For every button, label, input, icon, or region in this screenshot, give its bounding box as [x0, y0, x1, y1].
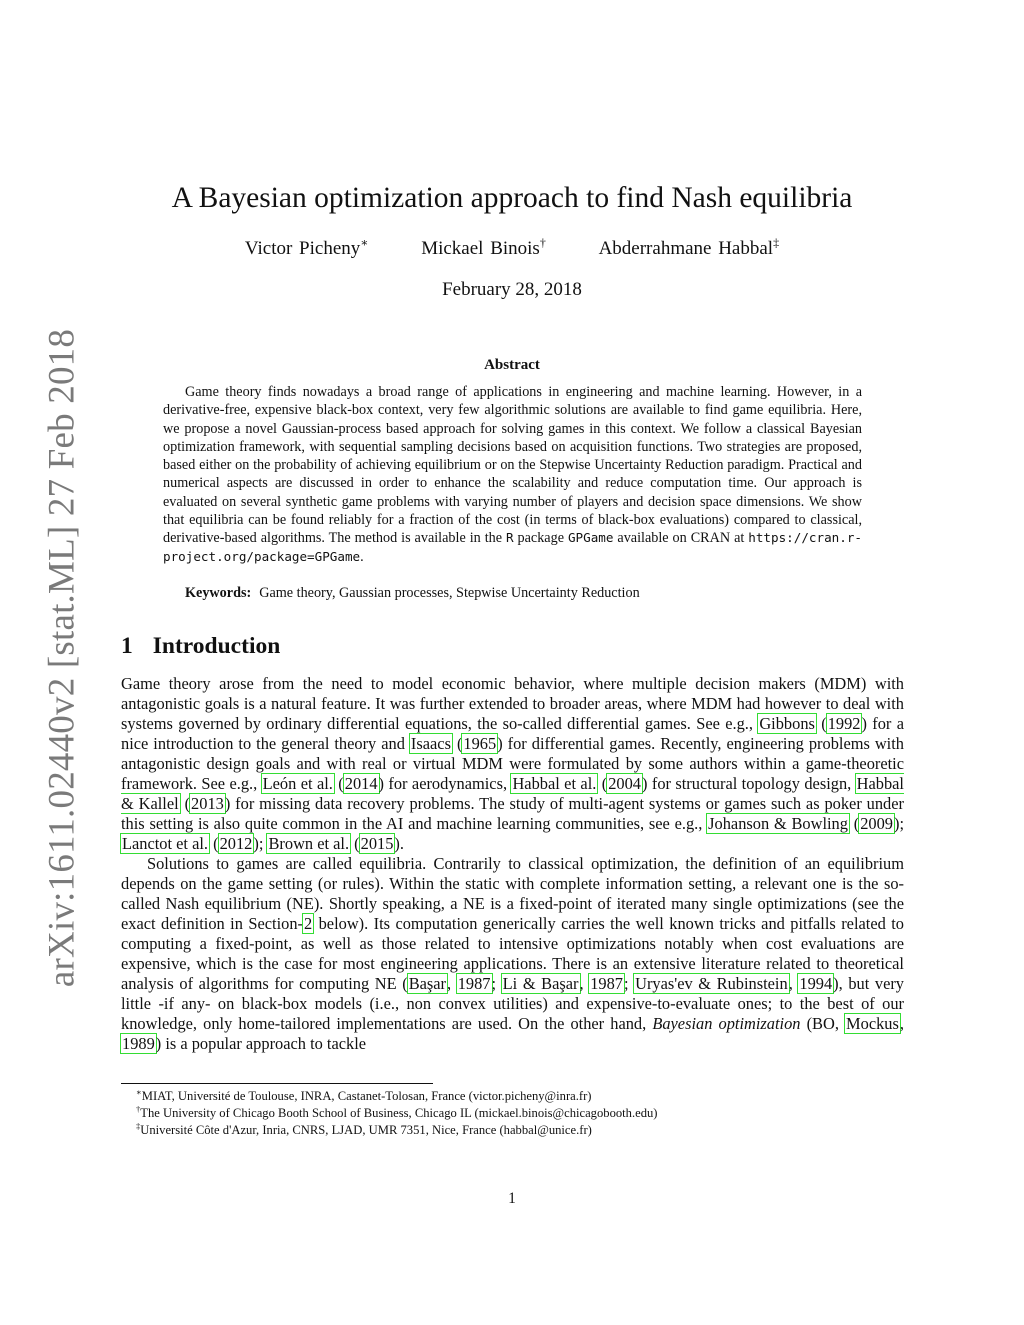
- footnote-rule: [121, 1083, 433, 1084]
- citation-link[interactable]: 2013: [191, 794, 224, 813]
- footnote-3: [121, 1122, 904, 1139]
- author-name: Mickael Binois: [421, 238, 540, 259]
- footnote-mark: ∗: [136, 1086, 142, 1097]
- citation-link[interactable]: Johanson & Bowling: [708, 814, 848, 833]
- cran-url[interactable]: https://cran.r-project.org/package=GPGame: [163, 530, 862, 564]
- footnote-mark: †: [136, 1104, 141, 1115]
- citation-link[interactable]: León et al.: [262, 774, 333, 793]
- citation-link[interactable]: Başar: [408, 974, 447, 993]
- citation-link[interactable]: Uryas'ev & Rubinstein: [635, 974, 788, 993]
- author-name: Victor Picheny: [244, 238, 361, 259]
- keywords-text: Game theory, Gaussian processes, Stepwise Uncertainty Reduction: [259, 585, 640, 601]
- citation-link[interactable]: 1987: [457, 974, 491, 993]
- section-number: 1: [121, 633, 133, 659]
- author-mark: ‡: [773, 235, 780, 250]
- footnote-mark: ‡: [136, 1121, 141, 1132]
- citation-link[interactable]: 1965: [463, 734, 497, 753]
- abstract-body: Game theory finds nowadays a broad range of applications in engineering and machine learning. However, in a derivative-free, expensive black-box context, very few algorithmic solutions are available to find game equilibria. Here, we propose a novel Gaussian-process based approach for solving games in this context. We follow a classical Bayesian optimization framework, with sequential sampling decisions based on acquisition functions. Two strategies are proposed, based either on the probability of achieving equilibrium or on the Stepwise Uncertainty Reduction paradigm. Practical and numerical aspects are discussed in order to enhance the scalability and reduce computation time. Our approach is evaluated on several synthetic game problems with varying number of players and decision space dimensions. We show that equilibria can be found reliably for a fraction of the cost (in terms of black-box evaluations) compared to classical, derivative-based algorithms. The method is available in the: [163, 384, 862, 547]
- footnotes: [121, 1088, 904, 1140]
- abstract-text: [163, 383, 862, 566]
- keywords: [163, 584, 862, 602]
- footnote-2: [121, 1105, 904, 1122]
- author-list: [0, 236, 1024, 262]
- section-heading: [121, 631, 280, 661]
- section-title: Introduction: [152, 633, 281, 659]
- abstract-heading: Abstract: [484, 357, 540, 373]
- package-name: GPGame: [567, 530, 614, 546]
- author-name: Abderrahmane Habbal: [598, 238, 774, 259]
- citation-link[interactable]: Mockus: [846, 1014, 899, 1033]
- section-reference-link[interactable]: 2: [303, 914, 313, 933]
- intro-paragraph-1: Game theory arose from the need to model economic behavior, where multiple decision makers (MDM) with antagonistic goals is a natural feature. It was further extended to broader areas, where MDM had however to deal with systems governed by ordinary differential equations, the so-called differential games. See e.g., Gibbons (1992) for a nice introduction to the general theory and Isaacs (1965) for differential games. Recently, engineering problems with antagonistic design goals and with real or virtual MDM were formulated by some authors within a game-theoretic framework. See e.g., León et al. (2014) for aerodynamics, Habbal et al. (2004) for structural topology design, Habbal & Kallel (2013) for missing data recovery problems. The study of multi-agent systems or games such as poker under this setting is also quite common in the AI and machine learning communities, see e.g., Johanson & Bowling (2009); Lanctot et al. (2012); Brown et al. (2015).: [121, 674, 904, 853]
- citation-link[interactable]: 1994: [799, 974, 833, 993]
- abstract-body: .: [360, 548, 364, 565]
- paper-date: February 28, 2018: [442, 279, 582, 300]
- paper-title: A Bayesian optimization approach to find Nash equilibria: [171, 182, 853, 214]
- citation-link[interactable]: Gibbons: [759, 714, 815, 733]
- keywords-label: Keywords:: [185, 585, 252, 601]
- footnote-text: Université Côte d'Azur, Inria, CNRS, LJAD, UMR 7351, Nice, France (habbal@unice.fr): [140, 1123, 592, 1138]
- page-number: 1: [508, 1190, 516, 1207]
- intro-body: [121, 674, 904, 1054]
- author-mark: ∗: [360, 235, 369, 250]
- citation-link[interactable]: 2014: [344, 774, 378, 793]
- intro-paragraph-2: Solutions to games are called equilibria. Contrarily to classical optimization, the definition of an equilibrium depends on the game setting (or rules). Within the static with complete information setting, a relevant one is the so-called Nash equilibrium (NE). Shortly speaking, a NE is a fixed-point of iterated many single optimizations (see the exact definition in Section-2 below). Its computation generically carries the well known tricks and pitfalls related to computing a fixed-point, as well as those related to intensive optimizations notably when cost evaluations are expensive, which is the case for most engineering applications. There is an extensive literature related to theoretical analysis of algorithms for computing NE (Başar, 1987; Li & Başar, 1987; Uryas'ev & Rubinstein, 1994), but very little -if any- on black-box models (i.e., non convex utilities) and expensive-to-evaluate ones; to the best of our knowledge, only home-tailored implementations are used. On the other hand, Bayesian optimization (BO, Mockus, 1989) is a popular approach to tackle: [121, 854, 904, 1053]
- citation-link[interactable]: 2004: [608, 774, 641, 793]
- citation-link[interactable]: Habbal et al.: [512, 774, 597, 793]
- r-language-label: R: [505, 530, 514, 546]
- abstract-body: available on CRAN at: [613, 530, 749, 547]
- citation-link[interactable]: 2009: [860, 814, 893, 833]
- author-2: [421, 236, 546, 262]
- footnote-text: MIAT, Université de Toulouse, INRA, Castanet-Tolosan, France (victor.picheny@inra.fr): [141, 1089, 592, 1103]
- author-1: [245, 236, 369, 262]
- author-mark: †: [539, 235, 546, 250]
- footnote-1: [121, 1088, 904, 1105]
- citation-link[interactable]: Habbal & Kallel: [121, 774, 904, 813]
- citation-link[interactable]: 2015: [360, 834, 394, 853]
- author-3: [599, 236, 780, 262]
- citation-link[interactable]: 1987: [590, 974, 623, 993]
- citation-link[interactable]: Lanctot et al.: [122, 834, 209, 853]
- footnote-text: The University of Chicago Booth School of Business, Chicago IL (mickael.binois@chicagobooth.edu): [140, 1106, 658, 1121]
- emphasis: Bayesian optimization: [652, 1014, 801, 1033]
- citation-link[interactable]: Li & Başar: [502, 974, 579, 993]
- citation-link[interactable]: Isaacs: [410, 734, 451, 753]
- citation-link[interactable]: 1989: [122, 1034, 155, 1053]
- arxiv-identifier: arXiv:1611.02440v2 [stat.ML] 27 Feb 2018: [41, 328, 83, 988]
- citation-link[interactable]: Brown et al.: [268, 834, 350, 853]
- citation-link[interactable]: 2012: [219, 834, 253, 853]
- abstract-body: package: [513, 530, 568, 547]
- citation-link[interactable]: 1992: [827, 714, 861, 733]
